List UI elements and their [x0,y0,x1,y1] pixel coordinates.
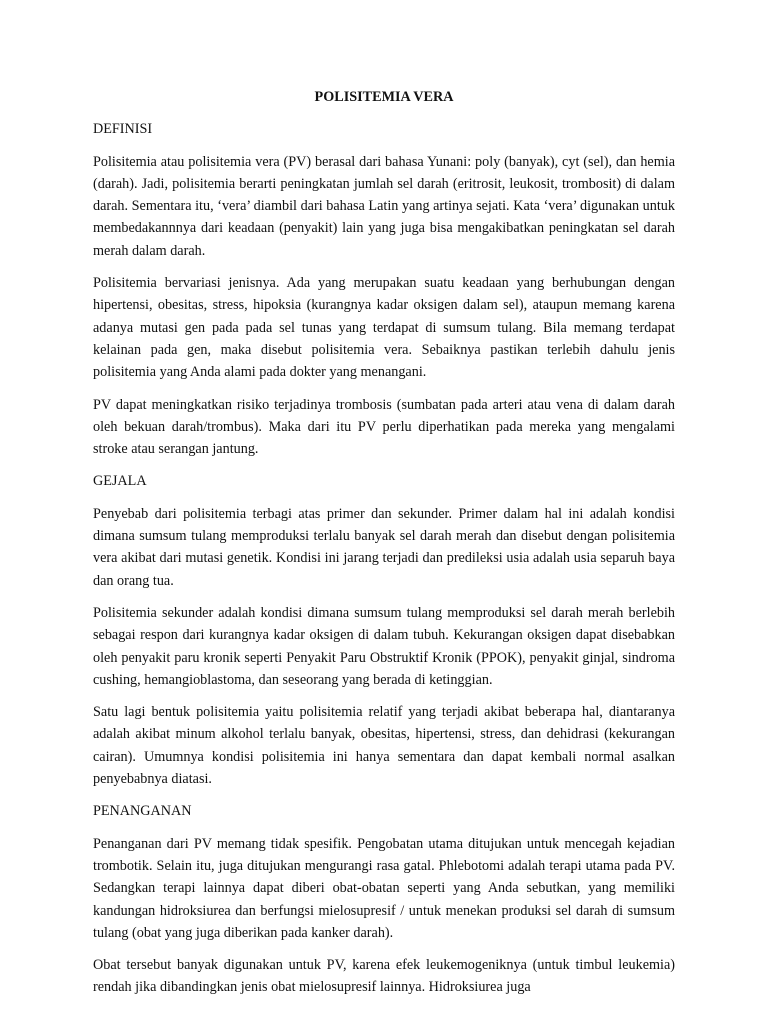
paragraph-penanganan-2: Obat tersebut banyak digunakan untuk PV, karena efek leukemogeniknya (untuk timbul leukemia) rendah jika dibandingkan jenis obat mielosupresif lainnya. Hidroksiurea juga [93,957,675,996]
paragraph-definisi-2: Polisitemia bervariasi jenisnya. Ada yang merupakan suatu keadaan yang berhubungan dengan hipertensi, obesitas, stress, hipoksia (kurangnya kadar oksigen dalam sel), ataupun memang karena adanya mutasi gen pada pada sel tunas yang terdapat di sumsum tulang. Bila memang terdapat kelainan pada gen, maka disebut polisitemia vera. Sebaiknya pastikan terlebih dahulu jenis polisitemia yang Anda alami pada dokter yang menangani. [93,275,675,381]
paragraph-gejala-3: Satu lagi bentuk polisitemia yaitu polisitemia relatif yang terjadi akibat beberapa hal, diantaranya adalah akibat minum alkohol terlalu banyak, obesitas, hipertensi, stress, dan dehidrasi (kekurangan cairan). Umumnya kondisi polisitemia ini hanya sementara dan dapat kembali normal asalkan penyebabnya diatasi. [93,704,675,788]
paragraph-gejala-1: Penyebab dari polisitemia terbagi atas primer dan sekunder. Primer dalam hal ini adalah kondisi dimana sumsum tulang memproduksi terlalu banyak sel darah merah dan disebut dengan polisitemia vera akibat dari mutasi genetik. Kondisi ini jarang terjadi dan predileksi usia adalah usia separuh baya dan orang tua. [93,505,675,589]
section-heading-gejala: GEJALA [93,473,147,490]
section-heading-definisi: DEFINISI [93,121,153,138]
paragraph-definisi-1: Polisitemia atau polisitemia vera (PV) berasal dari bahasa Yunani: poly (banyak), cyt (sel), dan hemia (darah). Jadi, polisitemia berarti peningkatan jumlah sel darah (eritrosit, leukosit, trombosit) di dalam darah. Sementara itu, ‘vera’ diambil dari bahasa Latin yang artinya sejati. Kata ‘vera’ digunakan untuk membedakannnya dari keadaan (penyakit) lain yang juga bisa mengakibatkan peningkatan sel darah merah dalam darah. [93,153,675,259]
paragraph-gejala-2: Polisitemia sekunder adalah kondisi dimana sumsum tulang memproduksi sel darah merah berlebih sebagai respon dari kurangnya kadar oksigen di dalam tubuh. Kekurangan oksigen dapat disebabkan oleh penyakit paru kronik seperti Penyakit Paru Obstruktif Kronik (PPOK), penyakit ginjal, sindroma cushing, hemangioblastoma, dan seseorang yang berada di ketinggian. [93,604,675,688]
paragraph-definisi-3: PV dapat meningkatkan risiko terjadinya trombosis (sumbatan pada arteri atau vena di dalam darah oleh bekuan darah/trombus). Maka dari itu PV perlu diperhatikan pada mereka yang mengalami stroke atau serangan jantung. [93,396,675,458]
document-page [93,86,675,1009]
paragraph-penanganan-1: Penanganan dari PV memang tidak spesifik. Pengobatan utama ditujukan untuk mencegah kejadian trombotik. Selain itu, juga ditujukan mengurangi rasa gatal. Phlebotomi adalah terapi utama pada PV. Sedangkan terapi lainnya dapat diberi obat-obatan seperti yang Anda sebutkan, yang memiliki kandungan hidroksiurea dan berfungsi mielosupresif / untuk menekan produksi sel darah di sumsum tulang (obat yang juga diberikan pada kanker darah). [93,835,675,941]
document-title: POLISITEMIA VERA [314,89,454,105]
section-heading-penanganan: PENANGANAN [93,803,192,820]
